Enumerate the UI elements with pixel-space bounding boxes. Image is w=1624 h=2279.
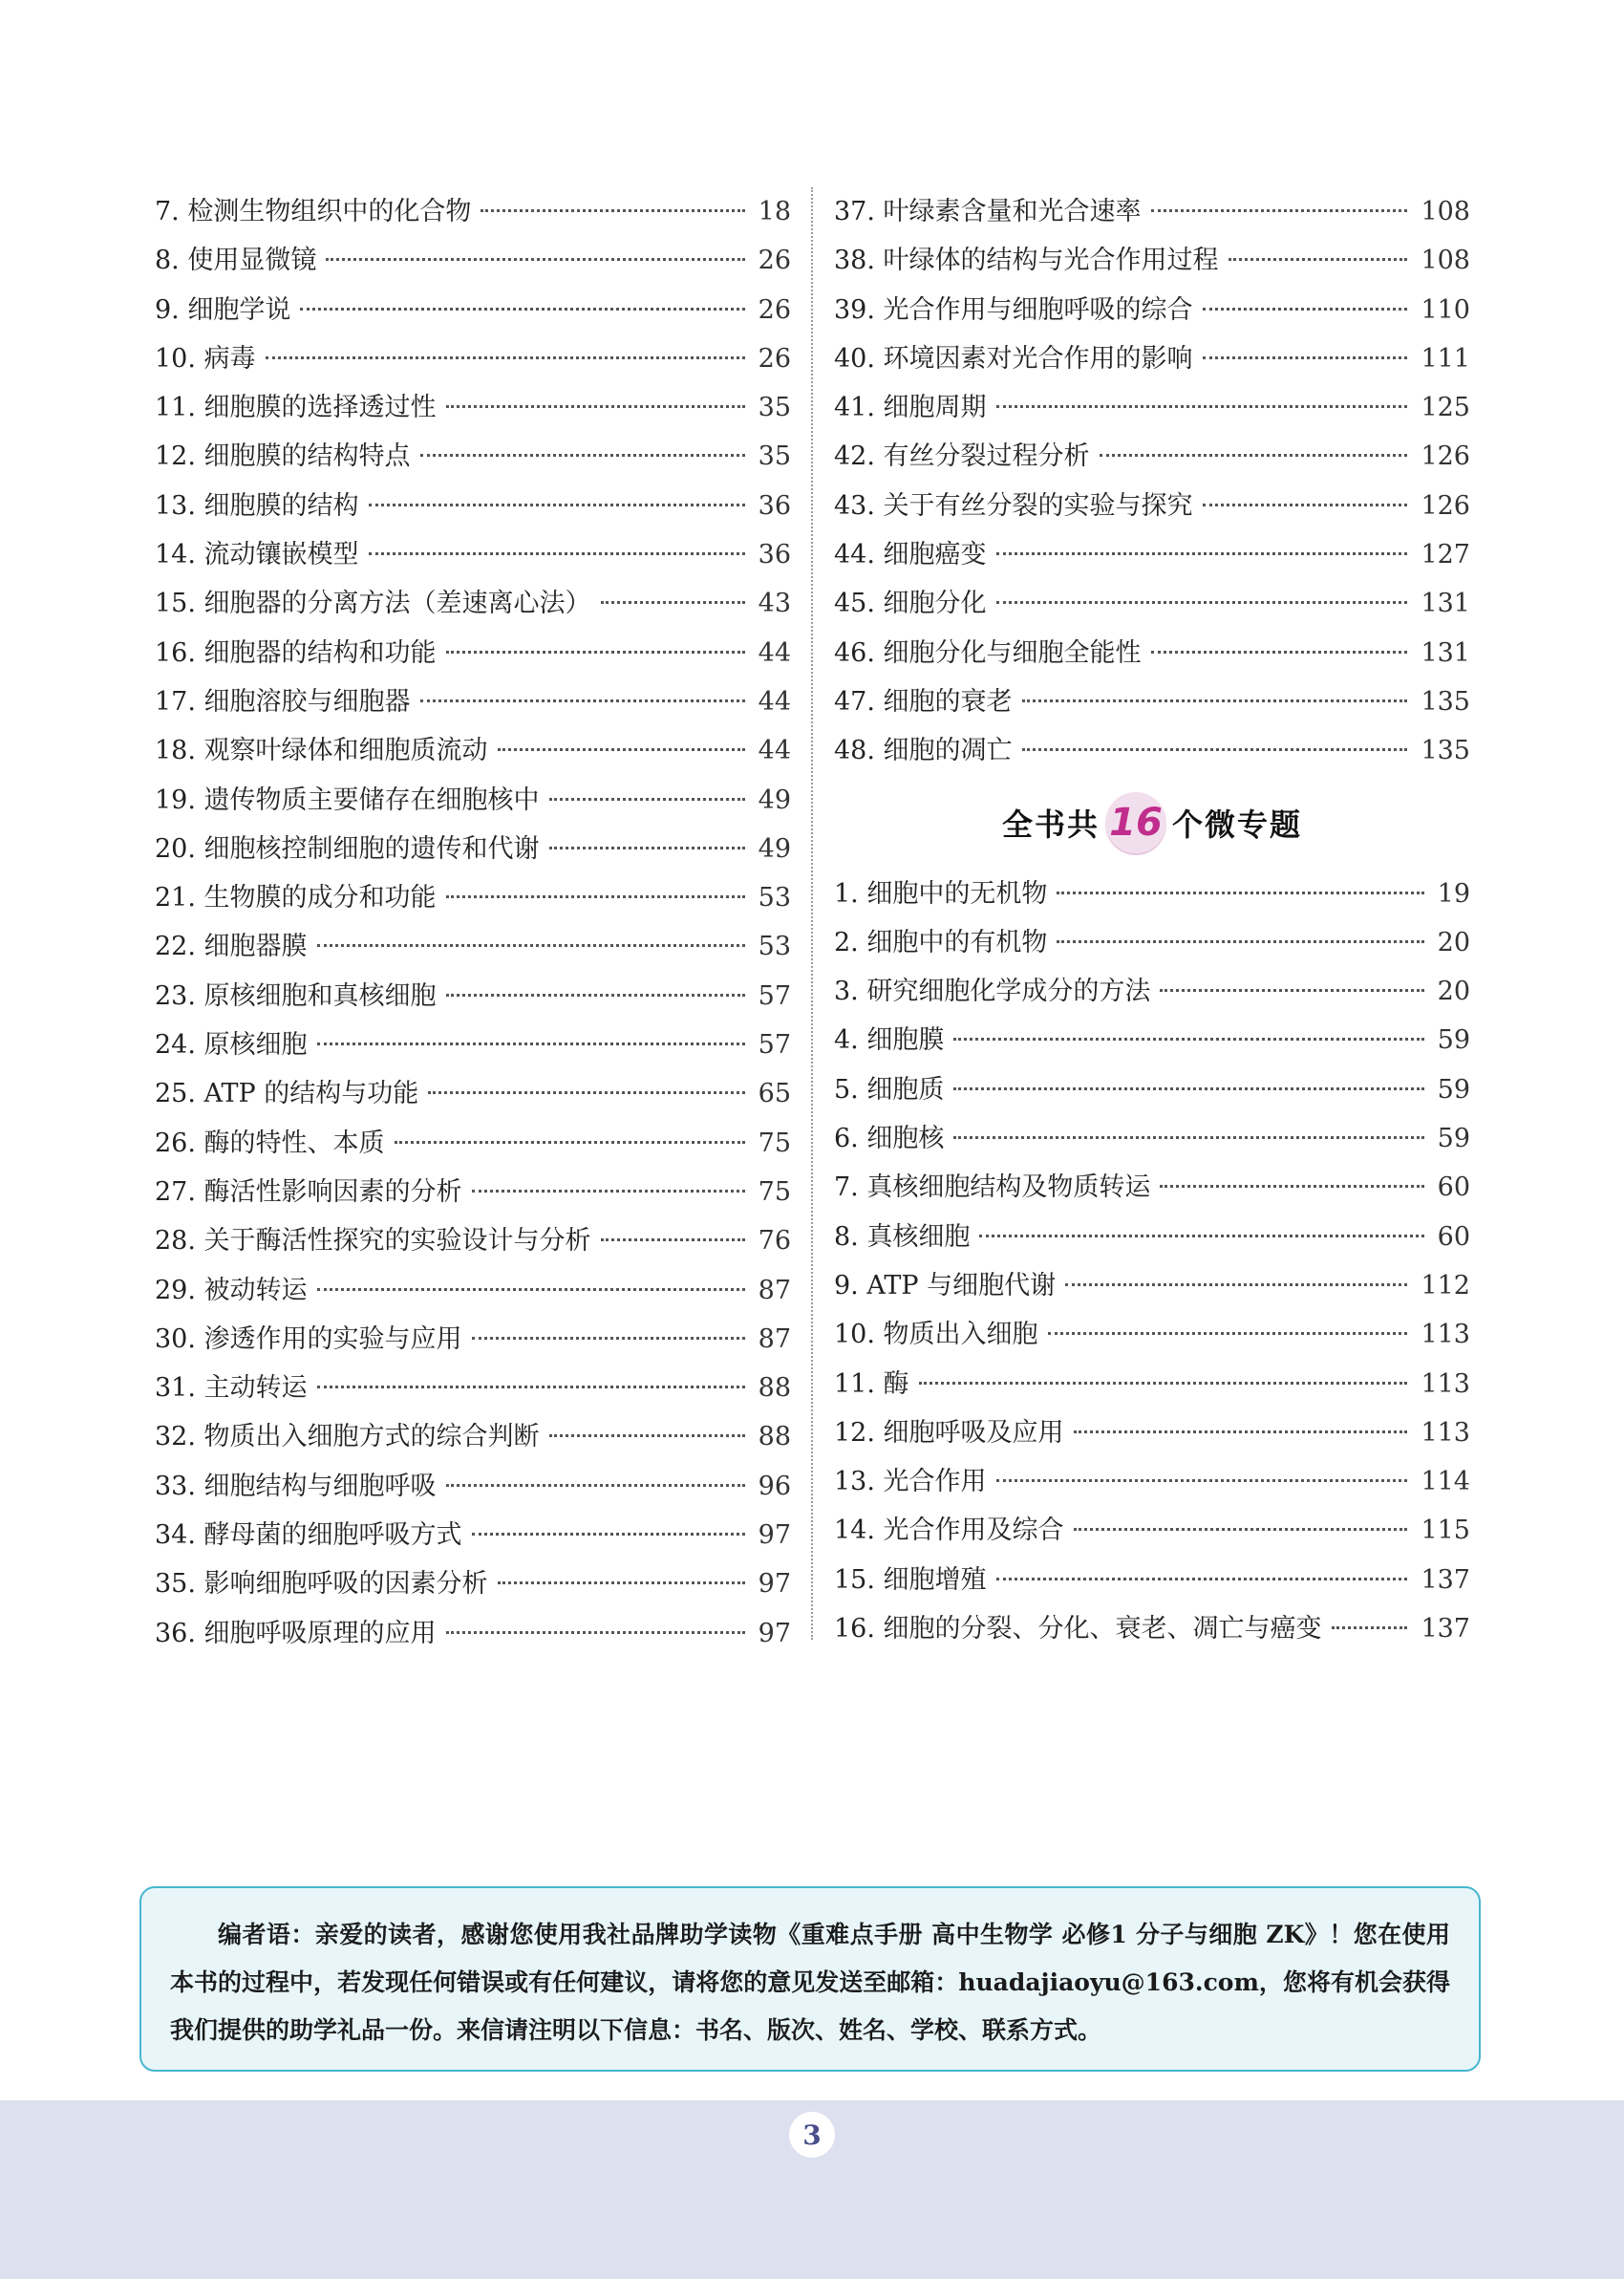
entry-page: 137 <box>1421 1564 1470 1595</box>
toc-entry <box>155 1119 791 1168</box>
toc-entry <box>155 1168 791 1216</box>
entry-title: 1. 细胞中的无机物 <box>834 878 1048 909</box>
dot-leader <box>1203 504 1408 506</box>
dot-leader <box>1057 892 1423 894</box>
entry-title: 13. 细胞膜的结构 <box>155 490 359 521</box>
toc-entry <box>155 1315 791 1364</box>
dot-leader <box>446 895 745 898</box>
dot-leader <box>1100 454 1408 457</box>
toc-entry <box>834 677 1470 726</box>
entry-title: 27. 酶活性影响因素的分析 <box>155 1176 462 1207</box>
toc-entry <box>834 187 1470 236</box>
entry-page: 44 <box>758 686 791 717</box>
entry-title: 19. 遗传物质主要储存在细胞核中 <box>155 785 540 815</box>
entry-title: 11. 酶 <box>834 1368 909 1399</box>
toc-entry <box>155 1216 791 1265</box>
dot-leader <box>996 601 1408 604</box>
entry-title: 9. ATP 与细胞代谢 <box>834 1270 1057 1301</box>
entry-title: 48. 细胞的凋亡 <box>834 736 1013 766</box>
entry-page: 97 <box>758 1569 791 1600</box>
dot-leader <box>446 1484 745 1487</box>
dot-leader <box>1065 1283 1407 1286</box>
special-topic-entry <box>834 1506 1470 1555</box>
entry-title: 21. 生物膜的成分和功能 <box>155 883 437 914</box>
toc-entry <box>834 579 1470 628</box>
dot-leader <box>919 1382 1408 1385</box>
entry-title: 24. 原核细胞 <box>155 1030 308 1061</box>
dot-leader <box>446 1631 745 1634</box>
toc-entry <box>834 629 1470 677</box>
special-topic-entry <box>834 1604 1470 1653</box>
dot-leader <box>996 552 1408 555</box>
toc-entry <box>155 236 791 285</box>
toc-entry <box>155 825 791 873</box>
dot-leader <box>1203 308 1408 311</box>
special-topic-entry <box>834 1261 1470 1310</box>
entry-title: 42. 有丝分裂过程分析 <box>834 441 1090 472</box>
dot-leader <box>1074 1430 1408 1433</box>
entry-page: 19 <box>1437 878 1470 909</box>
entry-page: 18 <box>758 197 791 226</box>
entry-title: 23. 原核细胞和真核细胞 <box>155 980 437 1011</box>
special-topic-entry <box>834 870 1470 918</box>
dot-leader <box>317 944 745 947</box>
entry-title: 47. 细胞的衰老 <box>834 686 1013 717</box>
dot-leader <box>1151 209 1408 212</box>
dot-leader <box>953 1038 1423 1041</box>
toc-entry <box>155 922 791 971</box>
entry-page: 49 <box>758 833 791 864</box>
toc-right-list <box>834 187 1470 776</box>
dot-leader <box>446 405 745 408</box>
toc-entry <box>155 383 791 432</box>
dot-leader <box>1022 748 1408 751</box>
entry-page: 35 <box>758 393 791 423</box>
entry-title: 6. 细胞核 <box>834 1124 945 1154</box>
entry-title: 15. 细胞器的分离方法（差速离心法） <box>155 589 591 619</box>
dot-leader <box>428 1091 744 1094</box>
entry-title: 41. 细胞周期 <box>834 393 987 423</box>
entry-title: 8. 使用显微镜 <box>155 246 317 276</box>
entry-title: 16. 细胞的分裂、分化、衰老、凋亡与癌变 <box>834 1614 1322 1645</box>
special-topic-entry <box>834 1065 1470 1114</box>
entry-title: 3. 研究细胞化学成分的方法 <box>834 977 1151 1007</box>
entry-title: 36. 细胞呼吸原理的应用 <box>155 1618 437 1648</box>
dot-leader <box>1332 1626 1408 1629</box>
entry-title: 43. 关于有丝分裂的实验与探究 <box>834 490 1193 521</box>
dot-leader <box>1160 989 1423 992</box>
entry-page: 125 <box>1421 393 1470 423</box>
entry-page: 97 <box>758 1618 791 1648</box>
toc-entry <box>834 482 1470 530</box>
entry-page: 57 <box>758 1030 791 1061</box>
entry-page: 59 <box>1437 1025 1470 1056</box>
entry-title: 29. 被动转运 <box>155 1275 308 1305</box>
entry-title: 17. 细胞溶胶与细胞器 <box>155 686 411 717</box>
dot-leader <box>1160 1185 1423 1188</box>
entry-title: 12. 细胞膜的结构特点 <box>155 441 411 472</box>
toc-entry <box>834 432 1470 481</box>
dot-leader <box>266 356 745 359</box>
dot-leader <box>317 1043 745 1045</box>
toc-entry <box>155 726 791 775</box>
toc-entry <box>155 1511 791 1559</box>
heading-prefix: 全书共 <box>1001 806 1100 843</box>
entry-page: 126 <box>1421 441 1470 472</box>
heading-suffix: 个微专题 <box>1172 806 1303 843</box>
entry-page: 53 <box>758 883 791 914</box>
dot-leader <box>1203 356 1408 359</box>
entry-title: 22. 细胞器膜 <box>155 932 308 962</box>
entry-page: 87 <box>758 1323 791 1354</box>
toc-entry <box>155 776 791 825</box>
dot-leader <box>1048 1332 1408 1335</box>
entry-page: 36 <box>758 490 791 521</box>
special-topic-entry <box>834 1310 1470 1359</box>
dot-leader <box>601 1238 745 1241</box>
entry-title: 7. 检测生物组织中的化合物 <box>155 197 472 226</box>
entry-title: 2. 细胞中的有机物 <box>834 927 1048 957</box>
special-topic-entry <box>834 1408 1470 1457</box>
dot-leader <box>996 1578 1408 1580</box>
entry-title: 10. 物质出入细胞 <box>834 1320 1038 1350</box>
topic-count-badge: 16 <box>1105 792 1166 853</box>
dot-leader <box>601 601 745 604</box>
toc-entry <box>834 334 1470 383</box>
column-divider <box>811 187 813 1640</box>
entry-page: 127 <box>1421 540 1470 570</box>
dot-leader <box>395 1141 745 1144</box>
entry-page: 53 <box>758 932 791 962</box>
special-topic-entry <box>834 1360 1470 1408</box>
entry-title: 7. 真核细胞结构及物质转运 <box>834 1172 1151 1203</box>
special-topic-entry <box>834 1556 1470 1604</box>
toc-entry <box>155 530 791 579</box>
dot-leader <box>472 1337 745 1340</box>
toc-entry <box>155 1412 791 1461</box>
entry-title: 39. 光合作用与细胞呼吸的综合 <box>834 294 1193 325</box>
entry-title: 10. 病毒 <box>155 343 256 374</box>
dot-leader <box>472 1190 745 1193</box>
special-topic-entry <box>834 967 1470 1016</box>
special-topic-entry <box>834 1213 1470 1261</box>
entry-title: 13. 光合作用 <box>834 1467 987 1497</box>
entry-page: 113 <box>1421 1417 1470 1448</box>
toc-entry <box>155 1559 791 1608</box>
entry-page: 131 <box>1421 637 1470 668</box>
page-number: 3 <box>789 2112 835 2158</box>
entry-page: 35 <box>758 441 791 472</box>
entry-title: 4. 细胞膜 <box>834 1025 945 1056</box>
entry-page: 112 <box>1421 1270 1470 1301</box>
entry-page: 108 <box>1421 197 1470 226</box>
entry-page: 108 <box>1421 246 1470 276</box>
entry-page: 26 <box>758 294 791 325</box>
entry-page: 44 <box>758 736 791 766</box>
entry-page: 111 <box>1421 343 1470 374</box>
entry-page: 75 <box>758 1176 791 1207</box>
entry-title: 18. 观察叶绿体和细胞质流动 <box>155 736 488 766</box>
entry-page: 49 <box>758 785 791 815</box>
toc-entry <box>155 873 791 922</box>
dot-leader <box>481 209 744 212</box>
dot-leader <box>549 1434 745 1437</box>
toc-entry <box>155 187 791 236</box>
entry-title: 44. 细胞癌变 <box>834 540 987 570</box>
toc-entry <box>834 286 1470 334</box>
entry-page: 20 <box>1437 927 1470 957</box>
toc-entry <box>834 383 1470 432</box>
special-topic-entry <box>834 1016 1470 1064</box>
entry-page: 113 <box>1421 1368 1470 1399</box>
entry-page: 65 <box>758 1079 791 1109</box>
dot-leader <box>498 748 745 751</box>
entry-page: 110 <box>1421 294 1470 325</box>
dot-leader <box>996 1479 1408 1482</box>
dot-leader <box>498 1581 745 1584</box>
entry-page: 97 <box>758 1520 791 1551</box>
entry-title: 34. 酵母菌的细胞呼吸方式 <box>155 1520 462 1551</box>
entry-page: 126 <box>1421 490 1470 521</box>
entry-page: 76 <box>758 1226 791 1257</box>
dot-leader <box>1151 651 1408 654</box>
entry-page: 26 <box>758 343 791 374</box>
dot-leader <box>420 699 745 702</box>
toc-entry <box>834 530 1470 579</box>
special-topic-entry <box>834 1163 1470 1212</box>
entry-title: 28. 关于酶活性探究的实验设计与分析 <box>155 1226 591 1257</box>
dot-leader <box>1074 1528 1408 1531</box>
entry-page: 88 <box>758 1373 791 1404</box>
toc-right-column <box>834 187 1470 1653</box>
entry-page: 131 <box>1421 589 1470 619</box>
entry-title: 9. 细胞学说 <box>155 294 291 325</box>
dot-leader <box>300 308 744 311</box>
entry-title: 38. 叶绿体的结构与光合作用过程 <box>834 246 1219 276</box>
entry-page: 57 <box>758 980 791 1011</box>
entry-page: 113 <box>1421 1320 1470 1350</box>
entry-page: 115 <box>1421 1516 1470 1546</box>
entry-page: 96 <box>758 1471 791 1501</box>
entry-page: 135 <box>1421 686 1470 717</box>
entry-title: 33. 细胞结构与细胞呼吸 <box>155 1471 437 1501</box>
dot-leader <box>420 454 745 457</box>
entry-title: 16. 细胞器的结构和功能 <box>155 637 437 668</box>
entry-page: 88 <box>758 1422 791 1452</box>
entry-page: 44 <box>758 637 791 668</box>
toc-entry <box>155 286 791 334</box>
dot-leader <box>979 1235 1423 1237</box>
entry-title: 12. 细胞呼吸及应用 <box>834 1417 1064 1448</box>
toc-entry <box>155 1364 791 1412</box>
toc-entry <box>155 482 791 530</box>
dot-leader <box>472 1533 745 1536</box>
entry-page: 20 <box>1437 977 1470 1007</box>
toc-entry <box>155 334 791 383</box>
entry-title: 20. 细胞核控制细胞的遗传和代谢 <box>155 833 540 864</box>
entry-page: 60 <box>1437 1221 1470 1252</box>
entry-title: 35. 影响细胞呼吸的因素分析 <box>155 1569 488 1600</box>
dot-leader <box>369 504 745 506</box>
entry-title: 45. 细胞分化 <box>834 589 987 619</box>
dot-leader <box>1057 940 1423 943</box>
entry-title: 15. 细胞增殖 <box>834 1564 987 1595</box>
special-topic-entry <box>834 918 1470 967</box>
entry-title: 37. 叶绿素含量和光合速率 <box>834 197 1142 226</box>
dot-leader <box>446 651 745 654</box>
editor-note-box <box>139 1886 1481 2072</box>
toc-entry <box>155 972 791 1021</box>
toc-entry <box>155 629 791 677</box>
entry-title: 32. 物质出入细胞方式的综合判断 <box>155 1422 540 1452</box>
toc-entry <box>155 677 791 726</box>
entry-title: 5. 细胞质 <box>834 1074 945 1105</box>
dot-leader <box>953 1087 1423 1090</box>
dot-leader <box>1022 699 1408 702</box>
special-topics-list <box>834 870 1470 1654</box>
entry-page: 114 <box>1421 1467 1470 1497</box>
toc-entry <box>155 579 791 628</box>
entry-page: 36 <box>758 540 791 570</box>
toc-entry <box>155 1266 791 1315</box>
entry-title: 31. 主动转运 <box>155 1373 308 1404</box>
entry-title: 14. 流动镶嵌模型 <box>155 540 359 570</box>
entry-page: 60 <box>1437 1172 1470 1203</box>
dot-leader <box>953 1136 1423 1139</box>
toc-left-column <box>155 187 791 1658</box>
entry-title: 30. 渗透作用的实验与应用 <box>155 1323 462 1354</box>
toc-entry <box>155 1069 791 1118</box>
entry-title: 46. 细胞分化与细胞全能性 <box>834 637 1142 668</box>
dot-leader <box>326 258 744 261</box>
toc-entry <box>155 1021 791 1069</box>
entry-title: 25. ATP 的结构与功能 <box>155 1079 419 1109</box>
toc-entry <box>155 1462 791 1511</box>
dot-leader <box>317 1288 745 1291</box>
toc-entry <box>834 236 1470 285</box>
toc-entry <box>155 432 791 481</box>
toc-entry <box>155 1609 791 1658</box>
entry-page: 59 <box>1437 1074 1470 1105</box>
entry-title: 14. 光合作用及综合 <box>834 1516 1064 1546</box>
special-topic-entry <box>834 1114 1470 1163</box>
dot-leader <box>369 552 745 555</box>
entry-page: 59 <box>1437 1124 1470 1154</box>
entry-title: 11. 细胞膜的选择透过性 <box>155 393 437 423</box>
entry-page: 135 <box>1421 736 1470 766</box>
entry-page: 87 <box>758 1275 791 1305</box>
dot-leader <box>446 994 745 997</box>
entry-page: 137 <box>1421 1614 1470 1645</box>
entry-page: 43 <box>758 589 791 619</box>
special-topic-entry <box>834 1457 1470 1506</box>
entry-title: 8. 真核细胞 <box>834 1221 971 1252</box>
entry-title: 40. 环境因素对光合作用的影响 <box>834 343 1193 374</box>
special-topics-heading <box>834 776 1470 870</box>
entry-page: 75 <box>758 1128 791 1158</box>
dot-leader <box>1229 258 1408 261</box>
dot-leader <box>996 405 1408 408</box>
entry-page: 26 <box>758 246 791 276</box>
toc-entry <box>834 726 1470 775</box>
dot-leader <box>549 847 745 849</box>
dot-leader <box>549 798 745 801</box>
editor-note-text: 编者语：亲爱的读者，感谢您使用我社品牌助学读物《重难点手册 高中生物学 必修1 分子与细胞 ZK》！您在使用本书的过程中，若发现任何错误或有任何建议，请将您的意见发送至邮箱：huadajiaoyu@163.com，您将有机会获得我们提供的助学礼品一份。来信请注明以下信息：书名、版次、姓名、学校、联系方式。 <box>170 1921 1450 2044</box>
entry-title: 26. 酶的特性、本质 <box>155 1128 385 1158</box>
dot-leader <box>317 1386 745 1388</box>
